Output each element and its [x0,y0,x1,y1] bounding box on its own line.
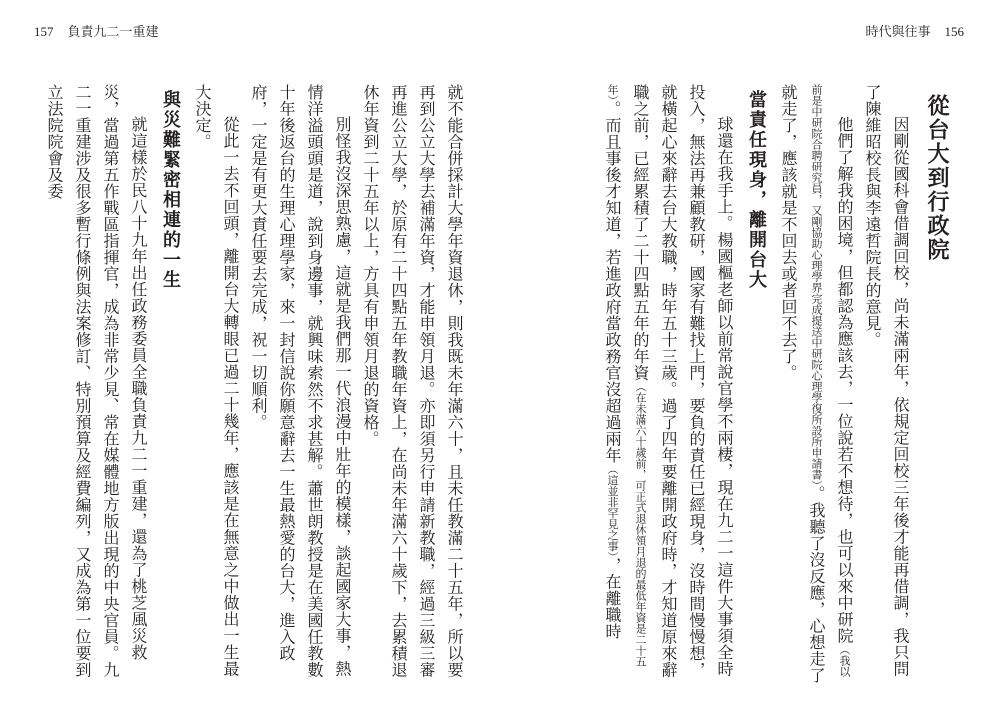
paragraph: 從此一去不回頭，離開台大轉眼已過二十幾年，應該是在無意之中做出一生最大決定。 [193,84,240,677]
subsection-heading: 當責任現身，離開台大 [746,90,767,290]
inline-note: （在未滿六十歲前，可正式退休領月退的最低年資是二十五年） [606,84,647,667]
left-page-body [45,84,468,684]
chapter-title-left: 負責九二一重建 [67,25,159,40]
paragraph: 就不能合併採計大學年資退休，則我既未年滿六十，且未任教滿二十五年，所以要再到公立大學去補滿年資，才能申領月退。亦即須另行申請新教職，經過三級三審再進公立大學，於原有二十四點五年教職年資上，在尚未年滿六十歲下，去累積退休年資到二十五年以上，方具有申領月退的資格。 [361,84,464,678]
paragraph: 別怪我沒深思熟慮，這就是我們那一代浪漫中壯年的模樣，談起國家大事，熱情洋溢頭頭是道，說到身邊事，就興味索然不求甚解。蕭世朗教授是在美國任教數十年後返台的生理心理學家，來一封信說你願意辭去一生最熱愛的台大，進入政府，一定是有更大責任要去完成，祝一切順利。 [249,84,352,678]
paragraph [598,84,738,684]
running-head-right [865,22,964,42]
section-heading: 從台大到行政院 [924,94,949,262]
inline-note: （這並非罕見之事） [606,463,619,557]
paragraph: 就這樣於民八十九年出任政務委員全職負責九二一重建，還為了桃芝風災救災，當過第五作戰區指揮官，成為非常少見、常在媒體地方版出現的中央官員。九二一重建涉及很多暫行條例與法案修訂、特別預算及經費編列，又成為第一位要到立法院院會及委 [45,84,148,678]
book-title-right: 時代與往事 [865,25,931,40]
page-number-left: 157 [34,24,54,39]
inline-note: （我以前是中研院合聘研究員，又剛協助心理學界完成提送中研院心理學復所設所申請書） [810,84,851,677]
paragraph [774,84,858,684]
paragraph-text: 球還在我手上。楊國樞老師以前常說官學不兩棲，現在九二一這件大事須全時投入，無法再兼顧教研，國家有難找上門，要負的責任已經現身，沒時間慢慢想，就橫起心來辭去台大教職，時年五十三歲。過了四年要離開政府時，才知道原來辭職之前，已經累積了二十四點五年的年資 [631,84,734,678]
subsection-heading: 與災難緊密相連的一生 [160,90,181,290]
running-head-left [34,22,159,42]
right-page-body [560,84,960,684]
paragraph: 因剛從國科會借調回校，尚未滿兩年，依規定回校三年後才能再借調，我只問了陳維昭校長與李遠哲院長的意見。 [863,84,910,677]
page-number-right: 156 [944,24,964,39]
paragraph-text: 他們了解我的困境，但都認為應該去，一位說若不想待，也可以來中研院 [835,116,854,644]
paragraph-text: 。我聽了沒反應，心想走了就走了，應該就是不回去或者回不去了。 [779,84,826,684]
paragraph-text: 。而且事後才知道，若進政府當政務官沒超過兩年 [603,100,622,464]
paragraph-text: ，在離職時 [603,557,622,640]
